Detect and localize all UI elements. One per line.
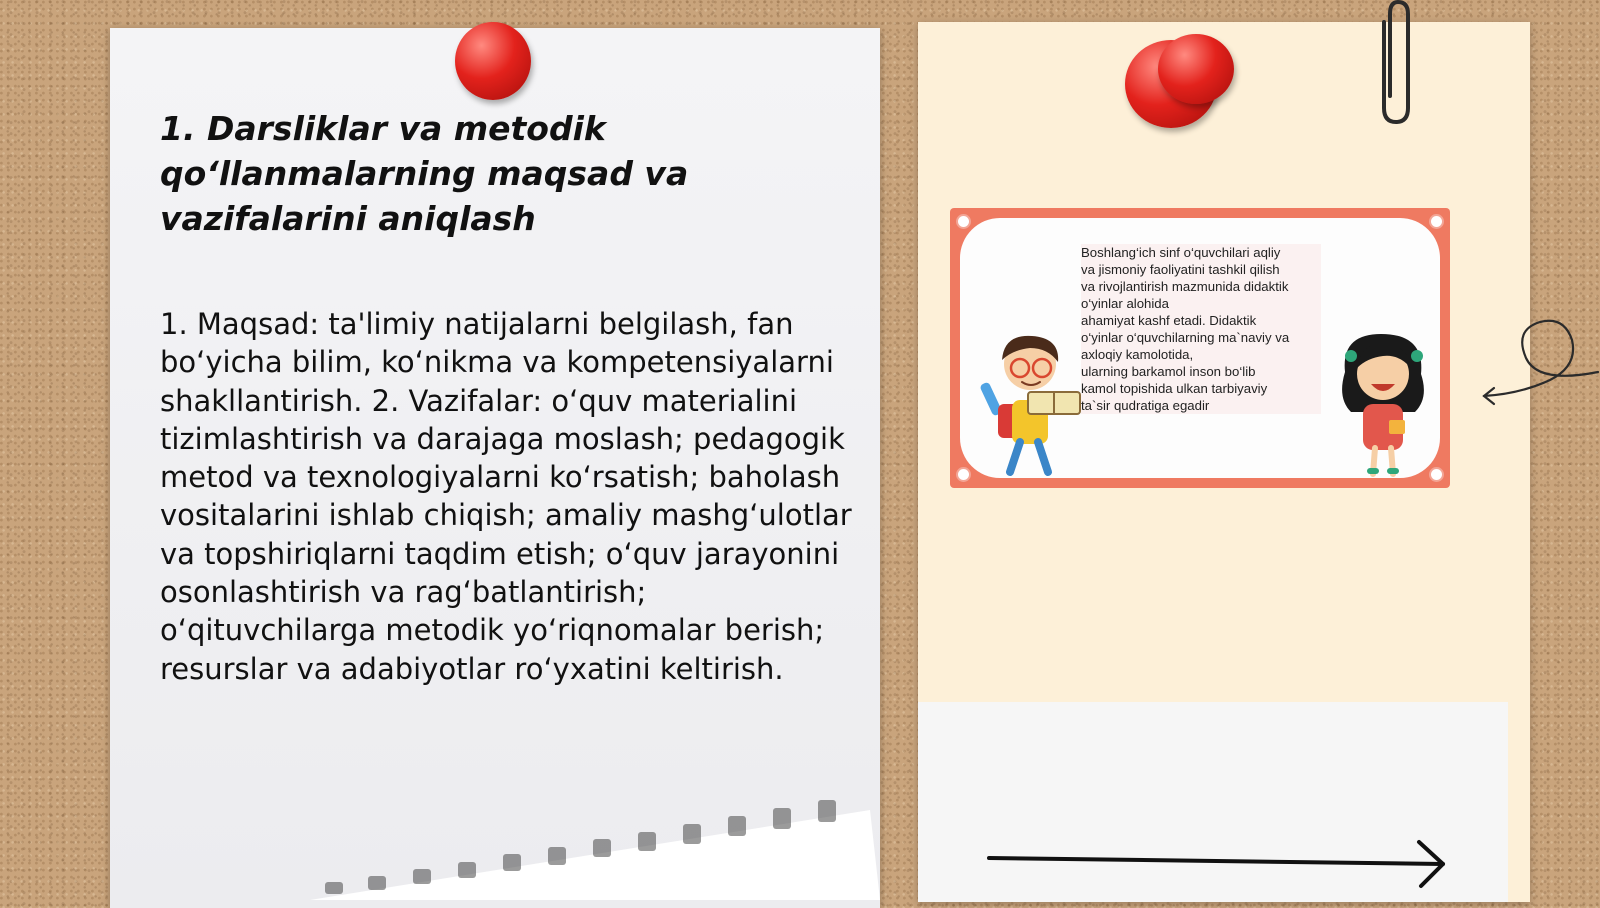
push-pin-icon bbox=[455, 22, 531, 100]
card-text-line: axloqiy kamolotida, bbox=[1081, 347, 1194, 362]
card-corner-dot bbox=[1431, 216, 1442, 227]
slide-body-text: 1. Maqsad: ta'limiy natijalarni belgilash, fan bo‘yicha bilim, ko‘nikma va kompetensiyalarni shakllantirish. 2. Vazifalar: o‘quv materialini tizimlashtirish va darajaga moslash; pedagogik metod va texnologiyalarni ko‘rsatish; baholash vositalarini ishlab chiqish; amaliy mashg‘ulotlar va topshiriqlarni taqdim etish; o‘quv jarayonini osonlashtirish va rag‘batlantirish; o‘qituvchilarga metodik yo‘riqnomalar berish; resurslar va adabiyotlar ro‘yxatini keltirish. bbox=[160, 307, 852, 686]
card-text-line: kamol topishida ulkan tarbiyaviy bbox=[1081, 381, 1268, 396]
card-corner-dot bbox=[958, 469, 969, 480]
push-pin-icon bbox=[1158, 34, 1234, 104]
card-text-line: Boshlang‘ich sinf o‘quvchilari aqliy bbox=[1081, 245, 1281, 260]
arrow-right-icon bbox=[985, 838, 1455, 890]
card-text-line: o‘yinlar alohida bbox=[1081, 296, 1169, 311]
slide-title: 1. Darsliklar va metodik qo‘llanmalarning maqsad va vazifalarini aniqlash bbox=[160, 109, 689, 238]
torn-paper-edge bbox=[110, 790, 880, 900]
paper-clip-icon bbox=[1370, 0, 1420, 130]
card-corner-dot bbox=[958, 216, 969, 227]
card-text-line: o‘yinlar o‘quvchilarning ma`naviy va bbox=[1081, 330, 1290, 345]
card-text-line: va rivojlantirish mazmunida didaktik bbox=[1081, 279, 1289, 294]
card-text-block bbox=[1081, 244, 1321, 414]
curly-arrow-icon bbox=[1480, 310, 1600, 410]
card-text-line: ta`sir qudratiga egadir bbox=[1081, 398, 1210, 413]
girl-illustration bbox=[1335, 328, 1435, 478]
boy-with-books-illustration bbox=[972, 326, 1092, 478]
card-text-line: va jismoniy faoliyatini tashkil qilish bbox=[1081, 262, 1280, 277]
card-text-line: ularning barkamol inson bo‘lib bbox=[1081, 364, 1256, 379]
card-text-line: ahamiyat kashf etadi. Didaktik bbox=[1081, 313, 1257, 328]
